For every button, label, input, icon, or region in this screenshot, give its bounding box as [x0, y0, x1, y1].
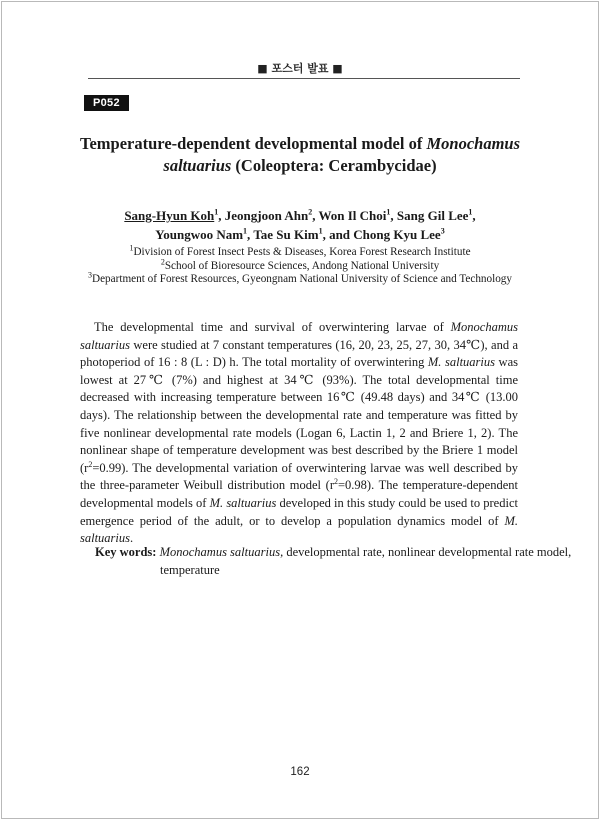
- author-affil-mark: 1: [214, 207, 219, 217]
- keywords: [95, 544, 588, 579]
- author-affil-mark: 1: [243, 226, 248, 236]
- author-separator: , and: [322, 227, 354, 242]
- affiliation-mark: 1: [129, 243, 134, 253]
- author-separator: ,: [390, 208, 397, 223]
- abstract-text: =0.99). The developmental variation of overwintering larvae was well described by the three-parameter Weibull distribution model (r: [80, 460, 518, 493]
- abstract-text: was lowest at 27℃ (7%) and highest at 34℃ (93%). The total developmental time decreased with increasing temperature between 16℃ (49.48 days) and 34℃ (13.00 days). The relationship between the developmental rate and temperature was fitted by five nonlinear developmental rate models (Logan 6, Lactin 1, 2 and Briere 1, 2). The nonlinear shape of temperature development was best described by the Briere 1 model (r: [80, 355, 518, 475]
- author-list: [60, 206, 540, 244]
- author-name: Sang Gil Lee: [396, 208, 469, 223]
- abstract-text: The developmental time and survival of overwintering larvae of: [94, 320, 451, 334]
- title-species: Monochamus saltuarius: [163, 134, 520, 175]
- abstract-species: Monochamus saltuarius: [80, 320, 518, 352]
- abstract-species: M. saltuarius: [209, 495, 277, 510]
- keywords-species: Monochamus saltuarius,: [159, 545, 284, 559]
- section-header: ■ 포스터 발표 ■: [257, 62, 343, 75]
- author-name: Youngwoo Nam: [155, 227, 244, 242]
- affiliation-line: [40, 270, 560, 287]
- page-number: 162: [290, 766, 310, 778]
- affiliation-mark: 3: [88, 270, 92, 280]
- abstract-text: .: [130, 531, 134, 546]
- author-separator: ,: [472, 208, 476, 223]
- poster-code-badge: P052: [84, 95, 129, 111]
- author-name: Chong Kyu Lee: [353, 227, 441, 242]
- abstract-species: M. saltuarius: [80, 513, 518, 546]
- author-name: Sang-Hyun Koh: [124, 208, 215, 223]
- superscript: 2: [88, 459, 93, 469]
- author-name: Won Il Choi: [318, 208, 387, 223]
- affiliation-mark: 2: [160, 256, 165, 266]
- affiliation-list: [40, 243, 560, 287]
- abstract-species: M. saltuarius: [427, 355, 495, 370]
- title-part-2: (Coleoptera: Cerambycidae): [231, 156, 437, 175]
- affiliation-text: Division of Forest Insect Pests & Diseases, Korea Forest Research Institute: [133, 246, 471, 258]
- author-name: Jeongjoon Ahn: [224, 208, 309, 223]
- superscript: 2: [334, 477, 338, 487]
- title-part-1: Temperature-dependent developmental model of: [79, 134, 427, 153]
- author-separator: ,: [247, 227, 254, 242]
- author-affil-mark: 1: [318, 226, 323, 236]
- abstract-text: =0.98). The temperature-dependent developmental models of: [80, 478, 518, 510]
- affiliation-text: Department of Forest Resources, Gyeongnam National University of Science and Technology: [92, 273, 512, 285]
- paper-title: [60, 133, 540, 177]
- header-divider: [88, 78, 520, 79]
- affiliation-line: [40, 243, 560, 260]
- abstract-text: developed in this study could be used to predict emergence period of the adult, or to develop a population dynamics model of: [80, 495, 518, 528]
- author-separator: ,: [218, 208, 225, 223]
- keywords-text: developmental rate, nonlinear developmental rate model, temperature: [160, 545, 572, 577]
- author-affil-mark: 1: [386, 207, 391, 217]
- abstract-text: were studied at 7 constant temperatures (16, 20, 23, 25, 27, 30, 34℃), and a photoperiod of 16 : 8 (L : D) h. The total mortality of overwintering: [80, 337, 518, 370]
- affiliation-text: School of Bioresource Sciences, Andong National University: [164, 259, 440, 272]
- author-affil-mark: 2: [308, 207, 313, 217]
- keywords-label: Key words:: [95, 545, 157, 559]
- affiliation-line: [40, 256, 560, 274]
- abstract-paragraph: [80, 319, 518, 548]
- author-name: Tae Su Kim: [253, 227, 319, 242]
- author-affil-mark: 1: [468, 207, 473, 217]
- author-separator: ,: [312, 208, 319, 223]
- author-affil-mark: 3: [440, 226, 445, 236]
